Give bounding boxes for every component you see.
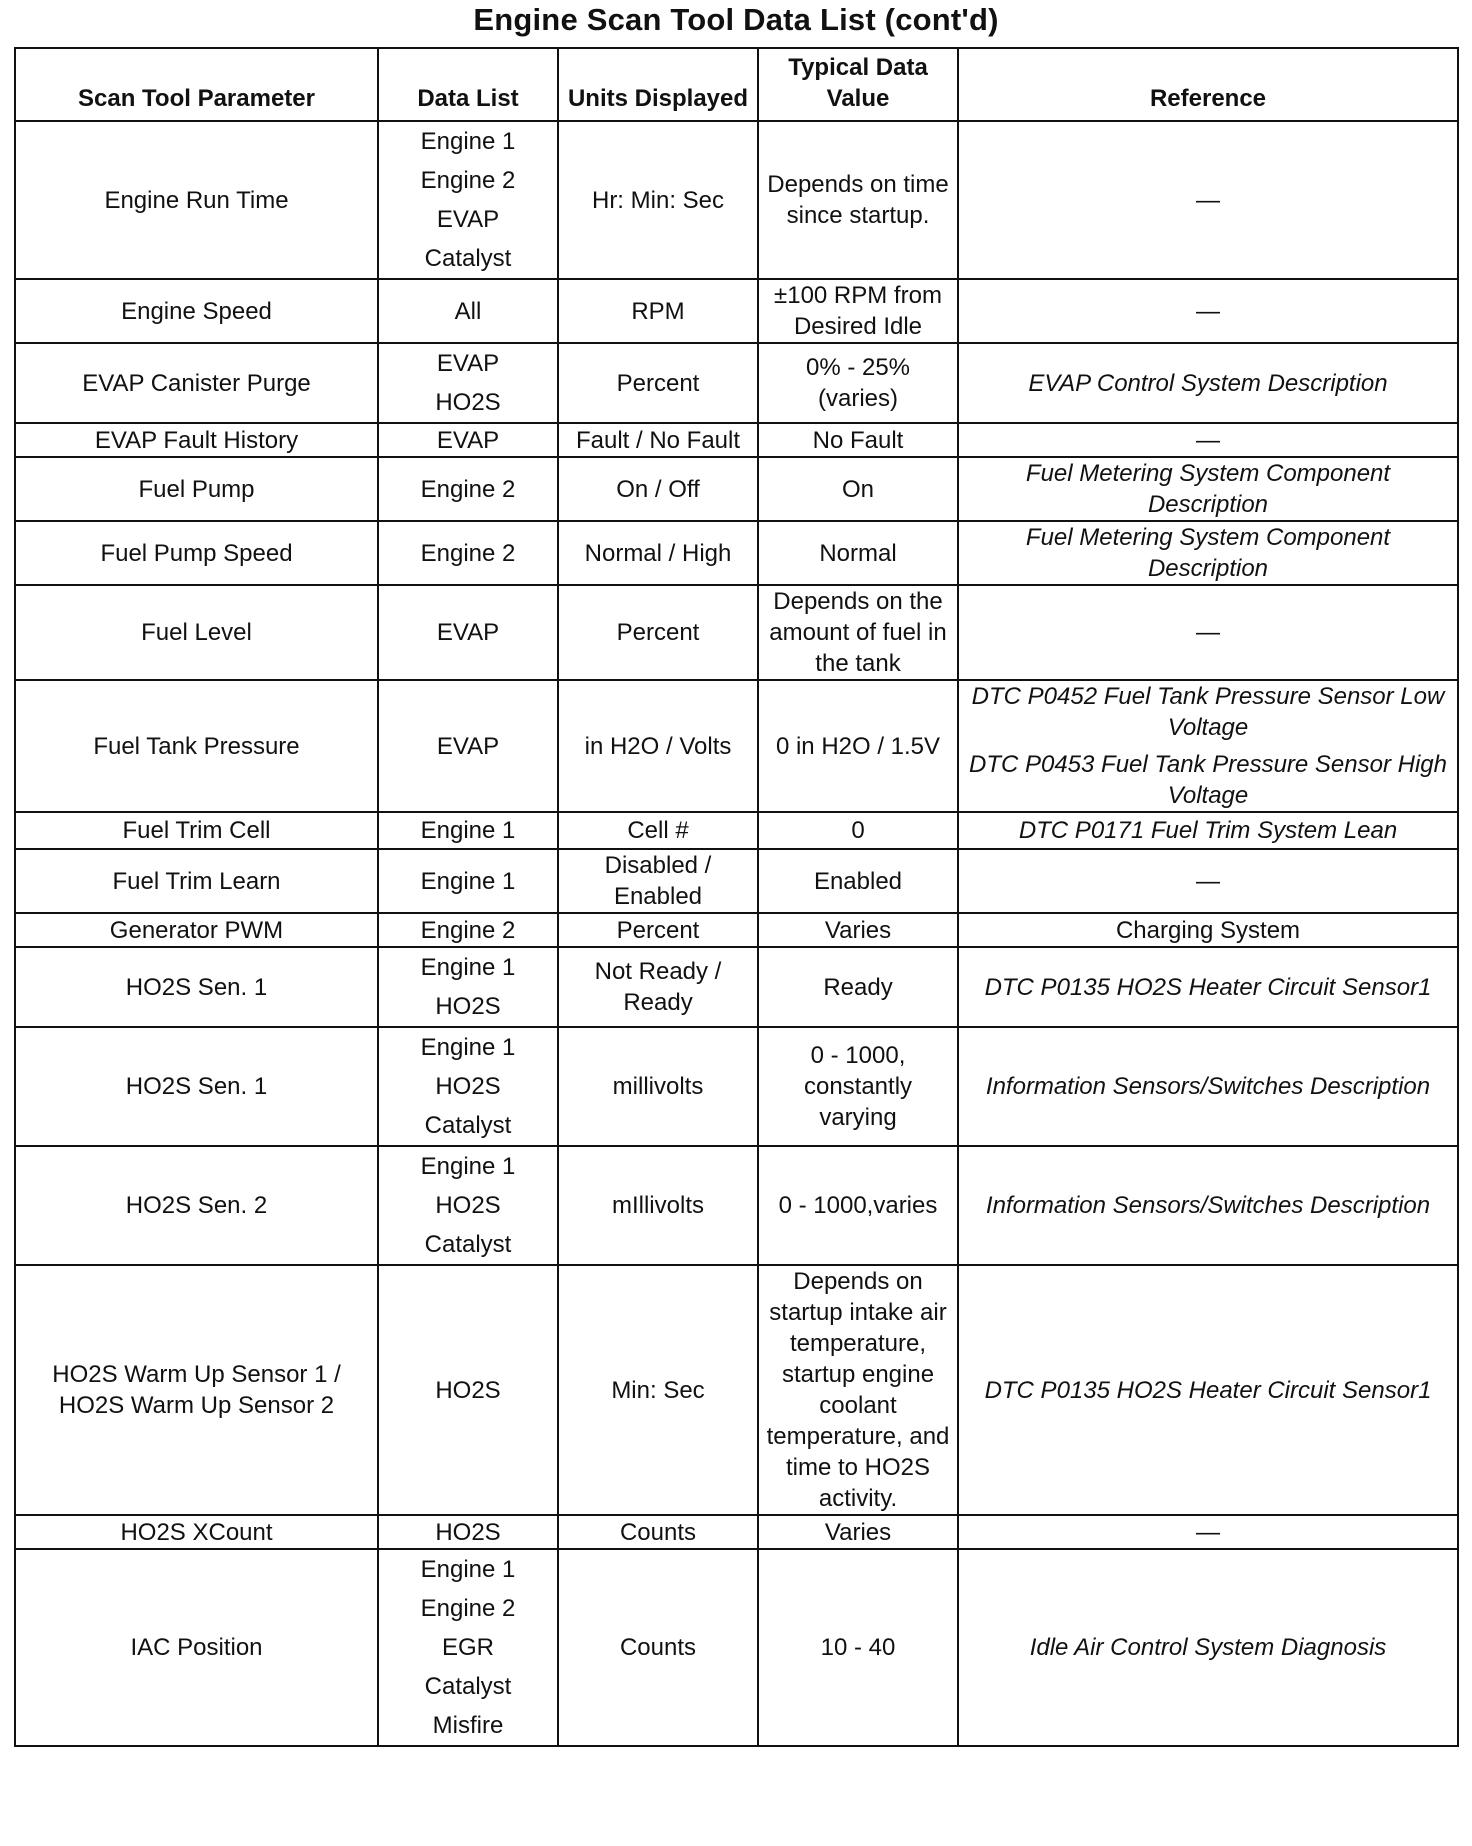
data-list-cell	[378, 1549, 558, 1746]
data-list-cell	[378, 680, 558, 812]
data-list-item: Misfire	[432, 1712, 504, 1739]
reference-cell	[958, 1515, 1458, 1549]
typical-value-cell: 0 - 1000, constantly varying	[758, 1027, 958, 1146]
data-list-item: Catalyst	[424, 245, 512, 272]
units-cell: Fault / No Fault	[558, 423, 758, 457]
parameter-cell: Fuel Level	[15, 585, 378, 680]
reference-cell	[958, 121, 1458, 279]
table-row	[15, 457, 1458, 521]
data-list-item: Engine 2	[420, 1595, 516, 1622]
data-list-cell	[378, 1146, 558, 1265]
units-cell: Hr: Min: Sec	[558, 121, 758, 279]
header-units: Units Displayed	[558, 48, 758, 121]
parameter-cell: Fuel Tank Pressure	[15, 680, 378, 812]
table-header-row	[15, 48, 1458, 121]
reference-cell	[958, 1265, 1458, 1515]
table-row	[15, 1515, 1458, 1549]
table-row	[15, 1265, 1458, 1515]
data-list-item: Engine 2	[420, 916, 516, 944]
data-list-cell	[378, 1265, 558, 1515]
reference-cell	[958, 521, 1458, 585]
table-row	[15, 585, 1458, 680]
parameter-cell: Fuel Trim Learn	[15, 849, 378, 913]
typical-value-cell: Varies	[758, 1515, 958, 1549]
reference-item: —	[1196, 619, 1220, 646]
parameter-cell: Fuel Pump	[15, 457, 378, 521]
table-row	[15, 680, 1458, 812]
typical-value-cell: Enabled	[758, 849, 958, 913]
reference-cell	[958, 680, 1458, 812]
table-row	[15, 1549, 1458, 1746]
data-list-cell	[378, 457, 558, 521]
reference-item: Fuel Metering System Component Description	[1025, 524, 1391, 582]
typical-value-cell: ±100 RPM from Desired Idle	[758, 279, 958, 343]
reference-cell	[958, 343, 1458, 423]
data-list-item: Engine 2	[420, 539, 516, 567]
data-list-item: All	[454, 297, 482, 325]
reference-cell	[958, 849, 1458, 913]
data-list-item: Engine 1	[420, 1153, 516, 1180]
data-list-item: Engine 1	[420, 128, 516, 155]
typical-value-cell: 0 - 1000,varies	[758, 1146, 958, 1265]
parameter-cell: IAC Position	[15, 1549, 378, 1746]
reference-item: —	[1196, 186, 1220, 214]
typical-value-cell: No Fault	[758, 423, 958, 457]
parameter-cell: Fuel Trim Cell	[15, 812, 378, 849]
reference-cell	[958, 585, 1458, 680]
table-row	[15, 423, 1458, 457]
units-cell: RPM	[558, 279, 758, 343]
data-list-item: HO2S	[435, 1376, 501, 1404]
data-list-item: HO2S	[435, 389, 501, 416]
parameter-cell: HO2S Sen. 1	[15, 1027, 378, 1146]
reference-cell	[958, 812, 1458, 849]
parameter-cell: HO2S Sen. 2	[15, 1146, 378, 1265]
reference-item: Information Sensors/Switches Description	[985, 1073, 1431, 1100]
table-row	[15, 1146, 1458, 1265]
data-list-item: EVAP	[436, 206, 500, 233]
reference-cell	[958, 947, 1458, 1027]
data-list-cell	[378, 849, 558, 913]
typical-value-cell: Varies	[758, 913, 958, 947]
typical-value-cell: 0 in H2O / 1.5V	[758, 680, 958, 812]
data-list-item: Engine 1	[420, 1556, 516, 1583]
header-reference: Reference	[958, 48, 1458, 121]
units-cell: millivolts	[558, 1027, 758, 1146]
table-row	[15, 279, 1458, 343]
typical-value-cell: Depends on time since startup.	[758, 121, 958, 279]
table-row	[15, 121, 1458, 279]
typical-value-cell: Depends on startup intake air temperature, startup engine coolant temperature, and time to HO2S activity.	[758, 1265, 958, 1515]
reference-item: —	[1196, 1518, 1220, 1546]
table-row	[15, 343, 1458, 423]
typical-value-cell: 10 - 40	[758, 1549, 958, 1746]
typical-value-cell: 0% - 25% (varies)	[758, 343, 958, 423]
data-list-cell	[378, 812, 558, 849]
page-title: Engine Scan Tool Data List (cont'd)	[473, 2, 999, 37]
data-list-item: Catalyst	[424, 1673, 512, 1700]
parameter-cell: Engine Speed	[15, 279, 378, 343]
reference-item: —	[1196, 867, 1220, 895]
parameter-cell: Fuel Pump Speed	[15, 521, 378, 585]
scan-tool-data-table	[14, 47, 1459, 1747]
units-cell: Percent	[558, 343, 758, 423]
data-list-cell	[378, 947, 558, 1027]
data-list-cell	[378, 585, 558, 680]
parameter-cell: Engine Run Time	[15, 121, 378, 279]
table-row	[15, 849, 1458, 913]
table-row	[15, 913, 1458, 947]
units-cell: Disabled / Enabled	[558, 849, 758, 913]
data-list-item: EVAP	[436, 732, 500, 760]
header-parameter: Scan Tool Parameter	[15, 48, 378, 121]
units-cell: mIllivolts	[558, 1146, 758, 1265]
data-list-item: HO2S	[435, 1518, 501, 1546]
reference-cell	[958, 1549, 1458, 1746]
typical-value-cell: Depends on the amount of fuel in the tank	[758, 585, 958, 680]
units-cell: Counts	[558, 1549, 758, 1746]
data-list-item: Engine 1	[420, 1034, 516, 1061]
reference-item: —	[1196, 426, 1220, 454]
data-list-cell	[378, 121, 558, 279]
table-row	[15, 812, 1458, 849]
units-cell: Normal / High	[558, 521, 758, 585]
data-list-cell	[378, 423, 558, 457]
reference-cell	[958, 1027, 1458, 1146]
units-cell: Min: Sec	[558, 1265, 758, 1515]
data-list-item: Engine 2	[420, 167, 516, 194]
typical-value-cell: Ready	[758, 947, 958, 1027]
units-cell: in H2O / Volts	[558, 680, 758, 812]
reference-item: DTC P0135 HO2S Heater Circuit Sensor1	[984, 973, 1432, 1001]
reference-item: DTC P0453 Fuel Tank Pressure Sensor High Voltage	[968, 751, 1447, 809]
typical-value-cell: Normal	[758, 521, 958, 585]
data-list-cell	[378, 521, 558, 585]
parameter-cell: HO2S XCount	[15, 1515, 378, 1549]
header-typical-value: Typical Data Value	[758, 48, 958, 121]
parameter-cell: EVAP Canister Purge	[15, 343, 378, 423]
data-list-item: Catalyst	[424, 1231, 512, 1258]
parameter-cell: HO2S Warm Up Sensor 1 / HO2S Warm Up Sensor 2	[15, 1265, 378, 1515]
data-list-cell	[378, 1027, 558, 1146]
reference-cell	[958, 423, 1458, 457]
parameter-cell: Generator PWM	[15, 913, 378, 947]
data-list-item: EVAP	[436, 426, 500, 454]
reference-item: DTC P0452 Fuel Tank Pressure Sensor Low Voltage	[971, 683, 1445, 741]
parameter-cell: EVAP Fault History	[15, 423, 378, 457]
data-list-cell	[378, 279, 558, 343]
data-list-item: Catalyst	[424, 1112, 512, 1139]
parameter-cell: HO2S Sen. 1	[15, 947, 378, 1027]
table-row	[15, 521, 1458, 585]
units-cell: Percent	[558, 585, 758, 680]
data-list-item: EGR	[441, 1634, 494, 1661]
data-list-item: HO2S	[435, 993, 501, 1020]
reference-item: EVAP Control System Description	[1028, 369, 1388, 397]
data-list-item: EVAP	[436, 350, 500, 377]
reference-cell	[958, 913, 1458, 947]
units-cell: Percent	[558, 913, 758, 947]
reference-cell	[958, 1146, 1458, 1265]
units-cell: On / Off	[558, 457, 758, 521]
reference-item: —	[1196, 297, 1220, 325]
typical-value-cell: On	[758, 457, 958, 521]
reference-item: Charging System	[1115, 916, 1301, 944]
reference-item: DTC P0171 Fuel Trim System Lean	[1018, 817, 1398, 844]
data-list-item: Engine 1	[420, 867, 516, 895]
table-row	[15, 947, 1458, 1027]
data-list-item: HO2S	[435, 1073, 501, 1100]
table-body	[15, 121, 1458, 1746]
data-list-item: HO2S	[435, 1192, 501, 1219]
data-list-cell	[378, 913, 558, 947]
data-list-item: Engine 1	[420, 817, 516, 844]
reference-cell	[958, 279, 1458, 343]
reference-item: DTC P0135 HO2S Heater Circuit Sensor1	[984, 1376, 1432, 1404]
header-data-list: Data List	[378, 48, 558, 121]
data-list-item: Engine 2	[420, 475, 516, 503]
data-list-cell	[378, 343, 558, 423]
reference-item: Idle Air Control System Diagnosis	[1029, 1634, 1387, 1661]
units-cell: Not Ready / Ready	[558, 947, 758, 1027]
reference-item: Fuel Metering System Component Description	[1025, 460, 1391, 518]
data-list-cell	[378, 1515, 558, 1549]
units-cell: Cell #	[558, 812, 758, 849]
data-list-item: Engine 1	[420, 954, 516, 981]
units-cell: Counts	[558, 1515, 758, 1549]
reference-cell	[958, 457, 1458, 521]
typical-value-cell: 0	[758, 812, 958, 849]
data-list-item: EVAP	[436, 619, 500, 646]
reference-item: Information Sensors/Switches Description	[985, 1192, 1431, 1219]
table-row	[15, 1027, 1458, 1146]
